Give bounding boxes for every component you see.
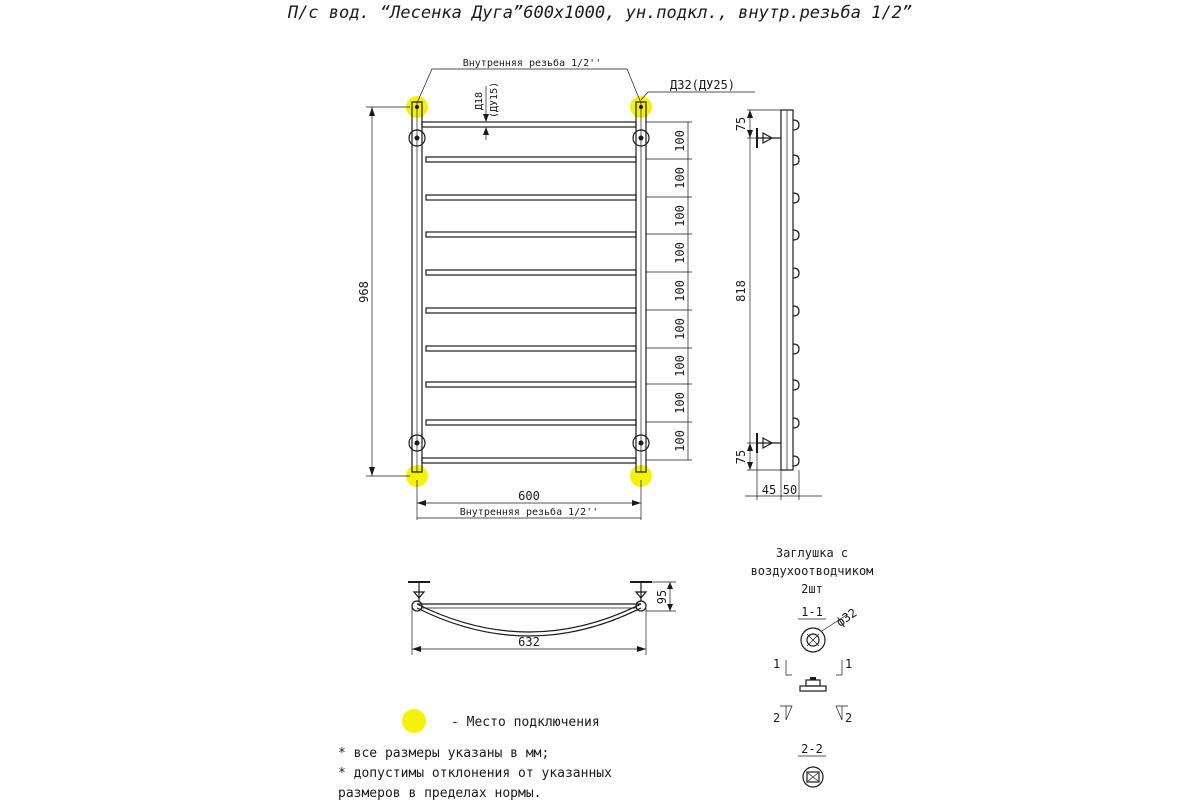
plug-title-line-1: Заглушка с <box>775 546 849 560</box>
dim-top-length: 632 <box>518 635 540 649</box>
thread-label-top: Внутренняя резьба 1/2'' <box>462 58 602 69</box>
front-view <box>357 57 692 520</box>
plug-detail <box>751 546 874 787</box>
plug-title-line-2: воздухоотводчиком <box>750 564 874 578</box>
dim-pitch: 100 <box>673 318 687 340</box>
side-rung-ends <box>793 120 799 466</box>
dim-side-mid: 818 <box>734 280 748 302</box>
dim-side-top: 75 <box>734 116 748 132</box>
dim-pitch: 100 <box>673 280 687 302</box>
note-line-1: * все размеры указаны в мм; <box>338 746 550 761</box>
section-mark-1-right: 1 <box>845 657 853 671</box>
dim-pitch: 100 <box>673 430 687 452</box>
dim-pitch: 100 <box>673 355 687 377</box>
side-view <box>641 78 822 500</box>
dim-height: 968 <box>357 281 371 303</box>
dim-d18: Д18 <box>474 91 485 110</box>
dim-pitch: 100 <box>673 167 687 189</box>
dim-side-bottom: 75 <box>734 449 748 465</box>
dim-pitch: 100 <box>673 130 687 152</box>
legend <box>402 709 600 733</box>
section-1-label: 1-1 <box>801 605 823 619</box>
section-mark-2-left: 2 <box>773 711 781 725</box>
plug-title-line-3: 2шт <box>801 582 823 596</box>
note-line-3: размеров в пределах нормы. <box>338 786 542 800</box>
thread-label-bottom: Внутренняя резьба 1/2'' <box>459 507 599 518</box>
rungs <box>422 122 636 463</box>
notes <box>338 746 612 800</box>
drawing-title: П/с вод. “Лесенка Дуга”600х1000, ун.подкл., внутр.резьба 1/2” <box>287 3 913 23</box>
top-view <box>408 582 676 655</box>
note-line-2: * допустимы отклонения от указанных <box>338 766 612 781</box>
dim-du15: (ДУ15) <box>489 81 500 118</box>
dim-top-depth: 95 <box>655 589 669 605</box>
section-2-label: 2-2 <box>801 742 823 756</box>
dim-d32: Д32(ДУ25) <box>670 78 736 92</box>
pitch-dimensions <box>646 122 692 460</box>
legend-connection-label: - Место подключения <box>451 715 600 730</box>
dim-pitch: 100 <box>673 392 687 414</box>
legend-connection-marker <box>402 709 426 733</box>
dim-depth-b: 50 <box>782 483 798 497</box>
section-mark-2-right: 2 <box>845 711 853 725</box>
dim-pitch: 100 <box>673 205 687 227</box>
side-brackets <box>757 128 781 453</box>
dim-pitch: 100 <box>673 242 687 264</box>
section-mark-1-left: 1 <box>773 657 781 671</box>
plug-diameter: ф32 <box>833 605 860 630</box>
dim-width: 600 <box>518 489 540 503</box>
dim-depth-a: 45 <box>761 483 777 497</box>
